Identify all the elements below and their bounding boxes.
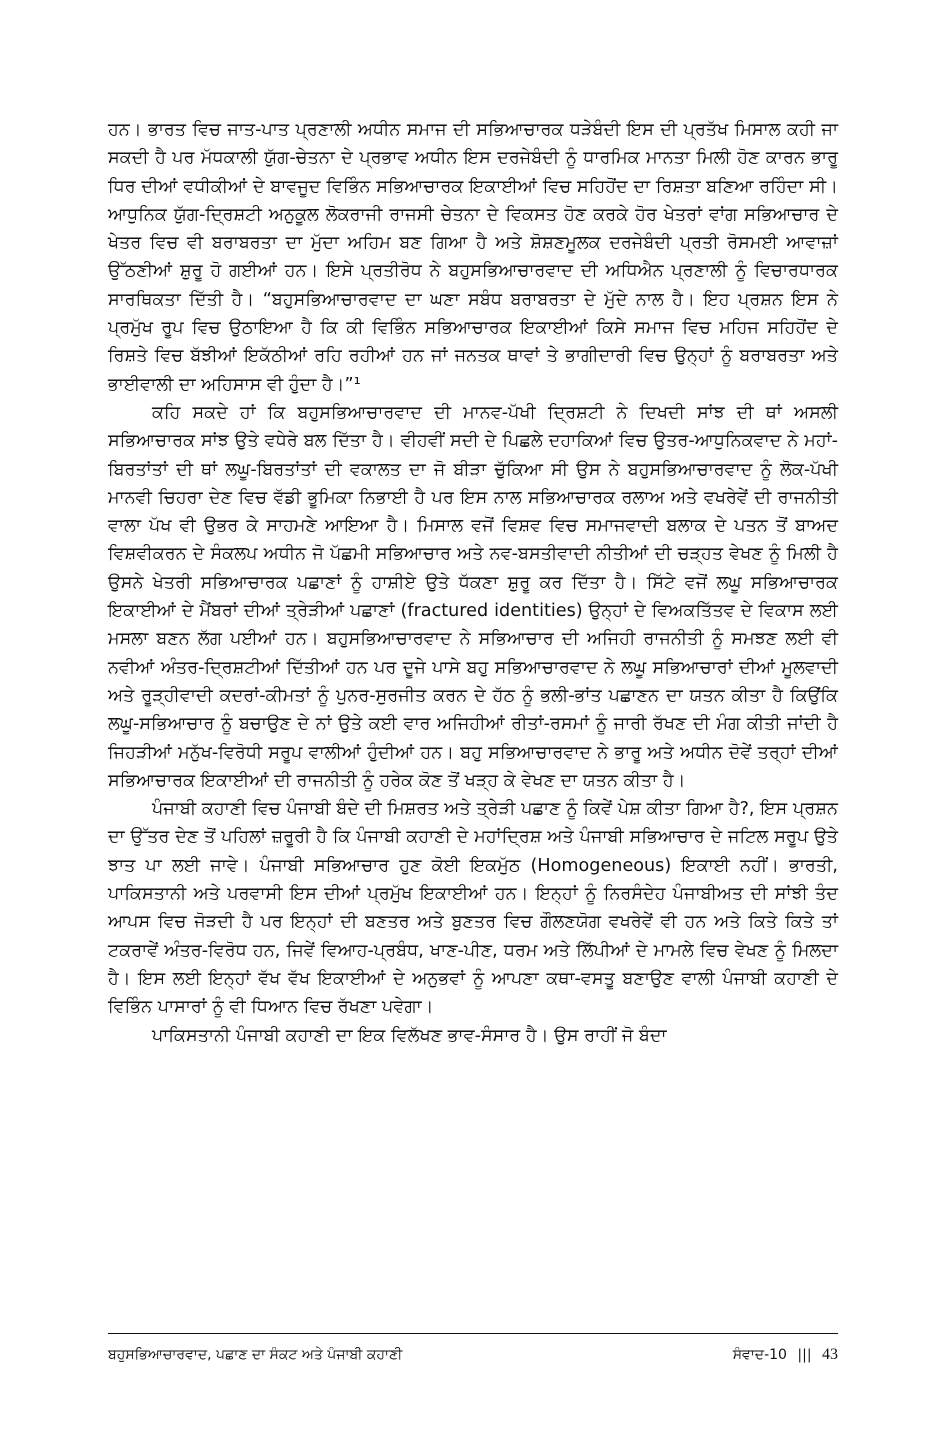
journal-name: ਸੰਵਾਦ-10 xyxy=(732,1347,787,1363)
body-text xyxy=(108,116,838,1050)
paragraph-3: ਪੰਜਾਬੀ ਕਹਾਣੀ ਵਿਚ ਪੰਜਾਬੀ ਬੰਦੇ ਦੀ ਮਿਸ਼ਰਤ ਅਤੇ ਤ੍ਰੇੜੀ ਪਛਾਣ ਨੂੰ ਕਿਵੇਂ ਪੇਸ਼ ਕੀਤਾ ਗਿਆ ਹੈ?, ਇਸ ਪ੍ਰਸ਼ਨ ਦਾ ਉੱਤਰ ਦੇਣ ਤੋਂ ਪਹਿਲਾਂ ਜ਼ਰੂਰੀ ਹੈ ਕਿ ਪੰਜਾਬੀ ਕਹਾਣੀ ਦੇ ਮਹਾਂਦ੍ਰਿਸ਼ ਅਤੇ ਪੰਜਾਬੀ ਸਭਿਆਚਾਰ ਦੇ ਜਟਿਲ ਸਰੂਪ ਉਤੇ ਝਾਤ ਪਾ ਲਈ ਜਾਵੇ। ਪੰਜਾਬੀ ਸਭਿਆਚਾਰ ਹੁਣ ਕੋਈ ਇਕਮੁੱਠ (Homogeneous) ਇਕਾਈ ਨਹੀਂ। ਭਾਰਤੀ, ਪਾਕਿਸਤਾਨੀ ਅਤੇ ਪਰਵਾਸੀ ਇਸ ਦੀਆਂ ਪ੍ਰਮੁੱਖ ਇਕਾਈਆਂ ਹਨ। ਇਨ੍ਹਾਂ ਨੂੰ ਨਿਰਸੰਦੇਹ ਪੰਜਾਬੀਅਤ ਦੀ ਸਾਂਝੀ ਤੰਦ ਆਪਸ ਵਿਚ ਜੋੜਦੀ ਹੈ ਪਰ ਇਨ੍ਹਾਂ ਦੀ ਬਣਤਰ ਅਤੇ ਬੁਣਤਰ ਵਿਚ ਗੌਲਣਯੋਗ ਵਖਰੇਵੇਂ ਵੀ ਹਨ ਅਤੇ ਕਿਤੇ ਕਿਤੇ ਤਾਂ ਟਕਰਾਵੇਂ ਅੰਤਰ-ਵਿਰੋਧ ਹਨ, ਜਿਵੇਂ ਵਿਆਹ-ਪ੍ਰਬੰਧ, ਖਾਣ-ਪੀਣ, ਧਰਮ ਅਤੇ ਲਿੱਪੀਆਂ ਦੇ ਮਾਮਲੇ ਵਿਚ ਵੇਖਣ ਨੂੰ ਮਿਲਦਾ ਹੈ। ਇਸ ਲਈ ਇਨ੍ਹਾਂ ਵੱਖ ਵੱਖ ਇਕਾਈਆਂ ਦੇ ਅਨੁਭਵਾਂ ਨੂੰ ਆਪਣਾ ਕਥਾ-ਵਸਤੂ ਬਣਾਉਣ ਵਾਲੀ ਪੰਜਾਬੀ ਕਹਾਣੀ ਦੇ ਵਿਭਿੰਨ ਪਾਸਾਰਾਂ ਨੂੰ ਵੀ ਧਿਆਨ ਵਿਚ ਰੱਖਣਾ ਪਵੇਗਾ। xyxy=(108,799,838,1018)
footer-separator: ||| xyxy=(797,1347,812,1363)
running-title: ਬਹੁਸਭਿਆਚਾਰਵਾਦ, ਪਛਾਣ ਦਾ ਸੰਕਟ ਅਤੇ ਪੰਜਾਬੀ ਕਹਾਣੀ xyxy=(108,1347,403,1363)
paragraph-4: ਪਾਕਿਸਤਾਨੀ ਪੰਜਾਬੀ ਕਹਾਣੀ ਦਾ ਇਕ ਵਿਲੱਖਣ ਭਾਵ-ਸੰਸਾਰ ਹੈ। ਉਸ ਰਾਹੀਂ ਜੋ ਬੰਦਾ xyxy=(152,1025,667,1046)
paragraph-2: ਕਹਿ ਸਕਦੇ ਹਾਂ ਕਿ ਬਹੁਸਭਿਆਚਾਰਵਾਦ ਦੀ ਮਾਨਵ-ਪੱਖੀ ਦ੍ਰਿਸ਼ਟੀ ਨੇ ਦਿਖਦੀ ਸਾਂਝ ਦੀ ਥਾਂ ਅਸਲੀ ਸਭਿਆਚਾਰਕ ਸਾਂਝ ਉਤੇ ਵਧੇਰੇ ਬਲ ਦਿੱਤਾ ਹੈ। ਵੀਹਵੀਂ ਸਦੀ ਦੇ ਪਿਛਲੇ ਦਹਾਕਿਆਂ ਵਿਚ ਉਤਰ-ਆਧੁਨਿਕਵਾਦ ਨੇ ਮਹਾਂ-ਬਿਰਤਾਂਤਾਂ ਦੀ ਥਾਂ ਲਘੂ-ਬਿਰਤਾਂਤਾਂ ਦੀ ਵਕਾਲਤ ਦਾ ਜੋ ਬੀੜਾ ਚੁੱਕਿਆ ਸੀ ਉਸ ਨੇ ਬਹੁਸਭਿਆਚਾਰਵਾਦ ਨੂੰ ਲੋਕ-ਪੱਖੀ ਮਾਨਵੀ ਚਿਹਰਾ ਦੇਣ ਵਿਚ ਵੱਡੀ ਭੂਮਿਕਾ ਨਿਭਾਈ ਹੈ ਪਰ ਇਸ ਨਾਲ ਸਭਿਆਚਾਰਕ ਰਲਾਅ ਅਤੇ ਵਖਰੇਵੇਂ ਦੀ ਰਾਜਨੀਤੀ ਵਾਲਾ ਪੱਖ ਵੀ ਉਭਰ ਕੇ ਸਾਹਮਣੇ ਆਇਆ ਹੈ। ਮਿਸਾਲ ਵਜੋਂ ਵਿਸ਼ਵ ਵਿਚ ਸਮਾਜਵਾਦੀ ਬਲਾਕ ਦੇ ਪਤਨ ਤੋਂ ਬਾਅਦ ਵਿਸ਼ਵੀਕਰਨ ਦੇ ਸੰਕਲਪ ਅਧੀਨ ਜੋ ਪੱਛਮੀ ਸਭਿਆਚਾਰ ਅਤੇ ਨਵ-ਬਸਤੀਵਾਦੀ ਨੀਤੀਆਂ ਦੀ ਚੜ੍ਹਤ ਵੇਖਣ ਨੂੰ ਮਿਲੀ ਹੈ ਉਸਨੇ ਖੇਤਰੀ ਸਭਿਆਚਾਰਕ ਪਛਾਣਾਂ ਨੂੰ ਹਾਸ਼ੀਏ ਉਤੇ ਧੱਕਣਾ ਸ਼ੁਰੂ ਕਰ ਦਿੱਤਾ ਹੈ। ਸਿੱਟੇ ਵਜੋਂ ਲਘੂ ਸਭਿਆਚਾਰਕ ਇਕਾਈਆਂ ਦੇ ਮੈਂਬਰਾਂ ਦੀਆਂ ਤ੍ਰੇੜੀਆਂ ਪਛਾਣਾਂ (fractured identities) ਉਨ੍ਹਾਂ ਦੇ ਵਿਅਕਤਿੱਤਵ ਦੇ ਵਿਕਾਸ ਲਈ ਮਸਲਾ ਬਣਨ ਲੱਗ ਪਈਆਂ ਹਨ। ਬਹੁਸਭਿਆਚਾਰਵਾਦ ਨੇ ਸਭਿਆਚਾਰ ਦੀ ਅਜਿਹੀ ਰਾਜਨੀਤੀ ਨੂੰ ਸਮਝਣ ਲਈ ਵੀ ਨਵੀਆਂ ਅੰਤਰ-ਦ੍ਰਿਸ਼ਟੀਆਂ ਦਿੱਤੀਆਂ ਹਨ ਪਰ ਦੂਜੇ ਪਾਸੇ ਬਹੁ ਸਭਿਆਚਾਰਵਾਦ ਨੇ ਲਘੂ ਸਭਿਆਚਾਰਾਂ ਦੀਆਂ ਮੂਲਵਾਦੀ ਅਤੇ ਰੂੜ੍ਹੀਵਾਦੀ ਕਦਰਾਂ-ਕੀਮਤਾਂ ਨੂੰ ਪੁਨਰ-ਸੁਰਜੀਤ ਕਰਨ ਦੇ ਹੱਠ ਨੂੰ ਭਲੀ-ਭਾਂਤ ਪਛਾਣਨ ਦਾ ਯਤਨ ਕੀਤਾ ਹੈ ਕਿਉਂਕਿ ਲਘੂ-ਸਭਿਆਚਾਰ ਨੂੰ ਬਚਾਉਣ ਦੇ ਨਾਂ ਉਤੇ ਕਈ ਵਾਰ ਅਜਿਹੀਆਂ ਰੀਤਾਂ-ਰਸਮਾਂ ਨੂੰ ਜਾਰੀ ਰੱਖਣ ਦੀ ਮੰਗ ਕੀਤੀ ਜਾਂਦੀ ਹੈ ਜਿਹੜੀਆਂ ਮਨੁੱਖ-ਵਿਰੋਧੀ ਸਰੂਪ ਵਾਲੀਆਂ ਹੁੰਦੀਆਂ ਹਨ। ਬਹੁ ਸਭਿਆਚਾਰਵਾਦ ਨੇ ਭਾਰੂ ਅਤੇ ਅਧੀਨ ਦੋਵੇਂ ਤਰ੍ਹਾਂ ਦੀਆਂ ਸਭਿਆਚਾਰਕ ਇਕਾਈਆਂ ਦੀ ਰਾਜਨੀਤੀ ਨੂੰ ਹਰੇਕ ਕੋਣ ਤੋਂ ਖੜ੍ਹ ਕੇ ਵੇਖਣ ਦਾ ਯਤਨ ਕੀਤਾ ਹੈ। xyxy=(108,402,838,791)
paragraph-1: ਹਨ। ਭਾਰਤ ਵਿਚ ਜਾਤ-ਪਾਤ ਪ੍ਰਣਾਲੀ ਅਧੀਨ ਸਮਾਜ ਦੀ ਸਭਿਆਚਾਰਕ ਧੜੇਬੰਦੀ ਇਸ ਦੀ ਪ੍ਰਤੱਖ ਮਿਸਾਲ ਕਹੀ ਜਾ ਸਕਦੀ ਹੈ ਪਰ ਮੱਧਕਾਲੀ ਯੁੱਗ-ਚੇਤਨਾ ਦੇ ਪ੍ਰਭਾਵ ਅਧੀਨ ਇਸ ਦਰਜੇਬੰਦੀ ਨੂੰ ਧਾਰਮਿਕ ਮਾਨਤਾ ਮਿਲੀ ਹੋਣ ਕਾਰਨ ਭਾਰੂ ਧਿਰ ਦੀਆਂ ਵਧੀਕੀਆਂ ਦੇ ਬਾਵਜੂਦ ਵਿਭਿੰਨ ਸਭਿਆਚਾਰਕ ਇਕਾਈਆਂ ਵਿਚ ਸਹਿਹੋਂਦ ਦਾ ਰਿਸ਼ਤਾ ਬਣਿਆ ਰਹਿੰਦਾ ਸੀ। ਆਧੁਨਿਕ ਯੁੱਗ-ਦ੍ਰਿਸ਼ਟੀ ਅਨੁਕੂਲ ਲੋਕਰਾਜੀ ਰਾਜਸੀ ਚੇਤਨਾ ਦੇ ਵਿਕਸਤ ਹੋਣ ਕਰਕੇ ਹੋਰ ਖੇਤਰਾਂ ਵਾਂਗ ਸਭਿਆਚਾਰ ਦੇ ਖੇਤਰ ਵਿਚ ਵੀ ਬਰਾਬਰਤਾ ਦਾ ਮੁੱਦਾ ਅਹਿਮ ਬਣ ਗਿਆ ਹੈ ਅਤੇ ਸ਼ੋਸ਼ਣਮੂਲਕ ਦਰਜੇਬੰਦੀ ਪ੍ਰਤੀ ਰੋਸਮਈ ਆਵਾਜ਼ਾਂ ਉੱਠਣੀਆਂ ਸ਼ੁਰੂ ਹੋ ਗਈਆਂ ਹਨ। ਇਸੇ ਪ੍ਰਤੀਰੋਧ ਨੇ ਬਹੁਸਭਿਆਚਾਰਵਾਦ ਦੀ ਅਧਿਐਨ ਪ੍ਰਣਾਲੀ ਨੂੰ ਵਿਚਾਰਧਾਰਕ ਸਾਰਥਿਕਤਾ ਦਿੱਤੀ ਹੈ। “ਬਹੁਸਭਿਆਚਾਰਵਾਦ ਦਾ ਘਣਾ ਸਬੰਧ ਬਰਾਬਰਤਾ ਦੇ ਮੁੱਦੇ ਨਾਲ ਹੈ। ਇਹ ਪ੍ਰਸ਼ਨ ਇਸ ਨੇ ਪ੍ਰਮੁੱਖ ਰੂਪ ਵਿਚ ਉਠਾਇਆ ਹੈ ਕਿ ਕੀ ਵਿਭਿੰਨ ਸਭਿਆਚਾਰਕ ਇਕਾਈਆਂ ਕਿਸੇ ਸਮਾਜ ਵਿਚ ਮਹਿਜ ਸਹਿਹੋਂਦ ਦੇ ਰਿਸ਼ਤੇ ਵਿਚ ਬੱਝੀਆਂ ਇਕੱਠੀਆਂ ਰਹਿ ਰਹੀਆਂ ਹਨ ਜਾਂ ਜਨਤਕ ਥਾਵਾਂ ਤੇ ਭਾਗੀਦਾਰੀ ਵਿਚ ਉਨ੍ਹਾਂ ਨੂੰ ਬਰਾਬਰਤਾ ਅਤੇ ਭਾਈਵਾਲੀ ਦਾ ਅਹਿਸਾਸ ਵੀ ਹੁੰਦਾ ਹੈ।”¹ xyxy=(108,120,838,395)
page-number: 43 xyxy=(822,1346,838,1363)
footer-divider xyxy=(108,1333,838,1334)
footer-right xyxy=(733,1342,838,1368)
page-footer xyxy=(108,1342,838,1368)
